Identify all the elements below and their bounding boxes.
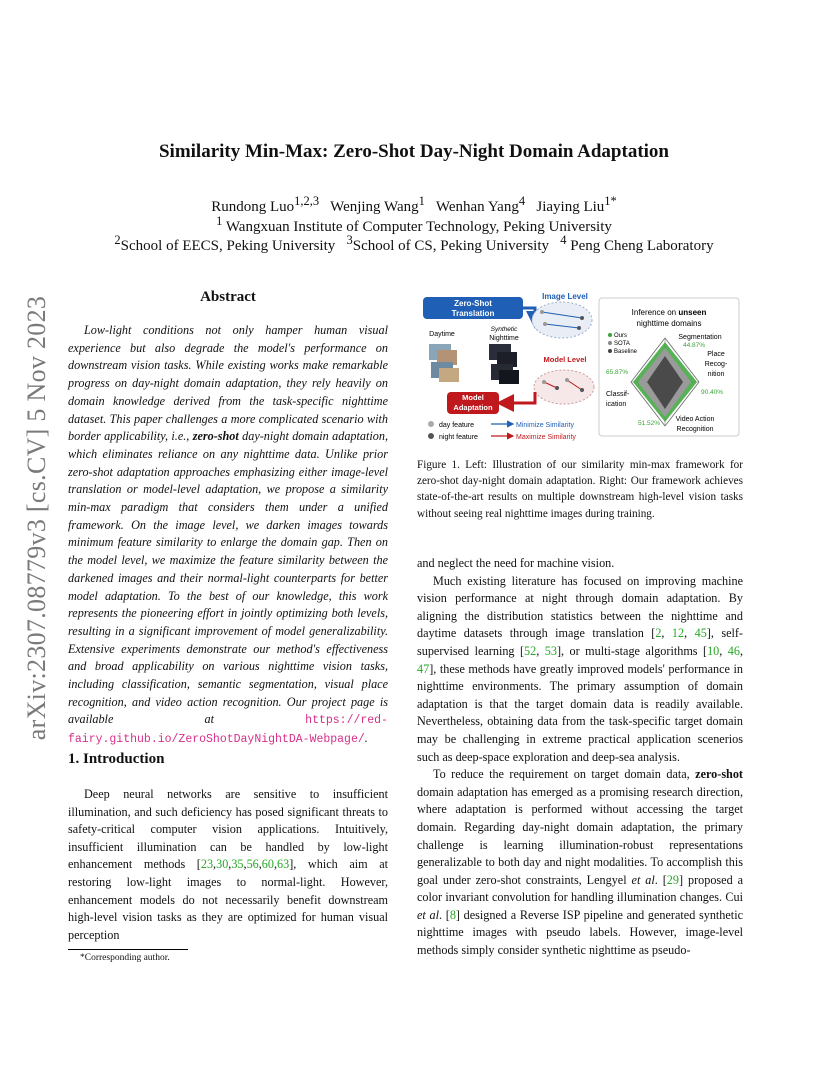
axis-video-1: Video Action <box>675 416 715 423</box>
adaptation-label: Adaptation <box>453 403 493 412</box>
inference-title: Inference on unseen <box>631 308 707 317</box>
citation-link[interactable]: 23 <box>200 857 214 872</box>
citation-link[interactable]: 63 <box>277 857 290 872</box>
model-level-cluster <box>534 370 594 404</box>
axis-place-1: Place <box>707 351 725 358</box>
zero-shot-label: Zero-Shot <box>454 299 492 308</box>
bold-text: zero-shot <box>695 767 743 782</box>
daytime-label: Daytime <box>429 331 455 338</box>
author-affil-sup: 1,2,3 <box>294 194 320 208</box>
citation-link[interactable]: 8 <box>449 907 456 922</box>
italic-text: et al <box>631 872 655 887</box>
legend-ours-marker <box>608 333 612 337</box>
inference-subtitle: nighttime domains <box>636 319 702 328</box>
author-name: Rundong Luo <box>211 199 295 215</box>
paragraph <box>417 766 743 960</box>
citation-link[interactable]: 45 <box>694 626 707 641</box>
text: . [ <box>654 872 667 887</box>
text: domain adaptation has emerged as a promising research direction, where adaptation is performed without accessing the target domain. Regarding day-night domain adaptation, the primary challenge is learning illumination-robust representations generalizable to both day and night modalities. To accomplish this goal under zero-shot constraints, Lengyel <box>417 784 743 887</box>
night-feature-label: night feature <box>439 434 478 441</box>
legend-baseline: Baseline <box>614 349 638 355</box>
citation-link[interactable]: 46 <box>727 643 740 658</box>
place-value: 90.40% <box>701 389 724 396</box>
arxiv-identifier: arXiv:2307.08779v3 [cs.CV] 5 Nov 2023 <box>22 295 51 741</box>
author-affil-sup: 1 <box>418 194 425 208</box>
minimize-label: Minimize Similarity <box>516 422 574 429</box>
axis-classification-2: ication <box>606 401 627 408</box>
affil-sup: 4 <box>560 233 567 247</box>
citation-link[interactable]: 56 <box>246 857 259 872</box>
paragraph: and neglect the need for machine vision. <box>417 556 615 570</box>
project-page-link[interactable]: https://red-fairy.github.io/ZeroShotDayNightDA-Webpage/ <box>68 714 388 747</box>
text: ], these methods have greatly improved models' performance in nighttime environments. The primary assumption of domain adaptation is that the target domain data is readily available. Nevertheless, obtaining data from the task-specific target domain may be challenging in extreme practical application scenerios such as deep-space exploration and deep-sea analysis. <box>417 661 743 764</box>
intro-text: ], which aim at restoring low-light images to normal-light. However, enhancement models do not necessarily benefit downstream high-level vision tasks as they are optimized for human visual perception <box>68 857 388 942</box>
text: ], self-supervised learning [ <box>417 626 743 658</box>
abstract-heading: Abstract <box>200 289 256 305</box>
nighttime-label: Nighttime <box>489 335 519 342</box>
video-value: 51.52% <box>638 420 661 427</box>
nighttime-images <box>489 344 519 384</box>
abstract-bold: zero-shot <box>192 429 239 444</box>
section-heading-introduction: 1. Introduction <box>68 751 165 767</box>
introduction-body: Deep neural networks are sensitive to insufficient illumination, and such deficiency has posed significant threats to safety-critical computer vision applications. Intuitively, insufficient illumination can be handled by low-light enhancement methods [23,30,35,56,60,63], which aim at restoring low-light images to normal-light. However, enhancement models do not necessarily benefit downstream high-level vision tasks as they are optimized for human visual perception <box>68 787 388 942</box>
axis-segmentation: Segmentation <box>678 334 722 341</box>
text: ] proposed a color invariant convolution for handling illumination changes. Cui <box>417 872 743 905</box>
citation-link[interactable]: 35 <box>231 857 244 872</box>
translation-label: Translation <box>451 309 495 318</box>
axis-place-2: Recog- <box>704 361 728 368</box>
legend-ours: Ours <box>614 333 628 339</box>
citation-link[interactable]: 30 <box>216 857 229 872</box>
affiliation-line-2 <box>0 233 828 255</box>
author-affil-sup: 4 <box>518 194 526 208</box>
citation-link[interactable]: 29 <box>666 872 679 887</box>
synthetic-label: Synthetic <box>490 326 518 333</box>
abstract-text: Low-light conditions not only hamper human visual experience but also degrade the model's performance on downstream vision tasks. While existing works make remarkable progress on day-night domain adaptation, they rely heavily on domain knowledge derived from the task-specific nighttime dataset. This paper challenges a more complicated scenario with border applicability, i.e., <box>68 323 388 444</box>
text: . [ <box>438 907 450 922</box>
image-level-label: Image Level <box>542 292 588 301</box>
model-label: Model <box>462 393 484 402</box>
citation-link[interactable]: 53 <box>544 643 557 658</box>
affil-text: School of EECS, Peking University <box>120 238 336 254</box>
text: ], or multi-stage algorithms [ <box>556 643 708 658</box>
citation-link[interactable]: 60 <box>261 857 274 872</box>
axis-place-3: nition <box>707 371 725 378</box>
text: Much existing literature has focused on improving machine vision performance at night through domain adaptation. By aligning the distribution statistics between the nighttime and daytime datasets through image translation [ <box>417 573 743 641</box>
segmentation-value: 44.87% <box>683 342 706 349</box>
affil-text: Wangxuan Institute of Computer Technology, Peking University <box>222 219 612 235</box>
intro-text: Deep neural networks are sensitive to insufficient illumination, and such deficiency has posed significant threats to safety-critical computer vision applications. Intuitively, insufficient illumination can be handled by low-light enhancement methods [ <box>68 787 388 872</box>
classification-value: 65.87% <box>606 369 629 376</box>
night-feature-marker <box>428 433 434 439</box>
legend-baseline-marker <box>608 349 612 353</box>
axis-video-2: Recognition <box>676 426 714 433</box>
abstract-body <box>68 322 388 749</box>
text: To reduce the requirement on target domain data, <box>433 767 696 782</box>
paper-title: Similarity Min-Max: Zero-Shot Day-Night Domain Adaptation <box>158 141 669 162</box>
author-name: Wenjing Wang <box>330 199 419 215</box>
right-column-body <box>417 555 743 960</box>
day-feature-label: day feature <box>439 422 475 429</box>
model-level-label: Model Level <box>543 355 587 364</box>
figure-caption: Figure 1. Left: Illustration of our similarity min-max framework for zero-shot day-night domain adaptation. Right: Our framework achieves state-of-the-art results on multiple downstream high-level vision tasks without seeing real nighttime images during training. <box>417 459 743 520</box>
affil-sup: 1 <box>216 214 223 228</box>
citation-link[interactable]: 12 <box>671 626 685 641</box>
footnote-rule <box>68 949 188 950</box>
author-affil-sup: 1* <box>604 194 617 208</box>
affil-sup: 2 <box>114 233 121 247</box>
maximize-label: Maximize Similarity <box>516 434 576 441</box>
axis-classification-1: Classif- <box>606 391 630 398</box>
italic-text: et al <box>417 907 439 922</box>
author-name: Jiaying Liu <box>536 199 605 215</box>
adaptation-arrow <box>499 392 535 403</box>
affil-text: School of CS, Peking University <box>352 238 550 254</box>
citation-link[interactable]: 47 <box>417 661 430 676</box>
author-name: Wenhan Yang <box>435 199 519 215</box>
daytime-images <box>429 344 459 382</box>
figure-1 <box>417 290 747 442</box>
legend-sota-marker <box>608 341 612 345</box>
author-list <box>0 194 828 216</box>
image-level-cluster <box>532 302 592 338</box>
paragraph: Much existing literature has focused on improving machine vision performance at night through domain adaptation. By aligning the distribution statistics between the nighttime and daytime datasets through image translation [2, 12, 45], self-supervised learning [52, 53], or multi-stage algorithms [10, 46, 47], these methods have greatly improved models' performance in nighttime environments. The primary assumption of domain adaptation is that the target domain data is readily available. Nevertheless, obtaining data from the task-specific target domain may be challenging in extreme practical application scenerios such as deep-space exploration and deep-sea analysis. <box>417 573 744 764</box>
legend-sota: SOTA <box>614 341 630 347</box>
text: ] designed a Reverse ISP pipeline and generated synthetic nighttime images with pseudo labels. However, image-level methods simply consider synthetic nighttime as pseudo- <box>417 907 743 958</box>
footnote: *Corresponding author. <box>80 953 170 963</box>
abstract-text: . <box>364 731 368 746</box>
abstract-text: day-night domain adaptation, which eliminates reliance on any nighttime data. Unlike prior zero-shot adaptation approaches emphasizing either image-level translation or model-level adaptation, we propose a similarity min-max paradigm that considers them under a unified framework. On the image level, we darken images towards minimum feature similarity to enlarge the domain gap. Then on the model level, we maximize the feature similarity between the darkened images and their normal-light counterparts for better model adaptation. To the best of our knowledge, this work represents the pioneering effort in jointly optimizing both levels, resulting in a significant improvement of model generalizability. Extensive experiments demonstrate our method's effectiveness and broad applicability on various nighttime vision tasks, including classification, semantic segmentation, visual place recognition, and video action recognition. Our project page is available at <box>68 429 388 727</box>
affil-sup: 3 <box>346 233 353 247</box>
citation-link[interactable]: 52 <box>524 643 537 658</box>
day-feature-marker <box>428 421 434 427</box>
affil-text: Peng Cheng Laboratory <box>566 238 714 254</box>
citation-link[interactable]: 10 <box>707 643 720 658</box>
citation-link[interactable]: 2 <box>655 626 662 641</box>
